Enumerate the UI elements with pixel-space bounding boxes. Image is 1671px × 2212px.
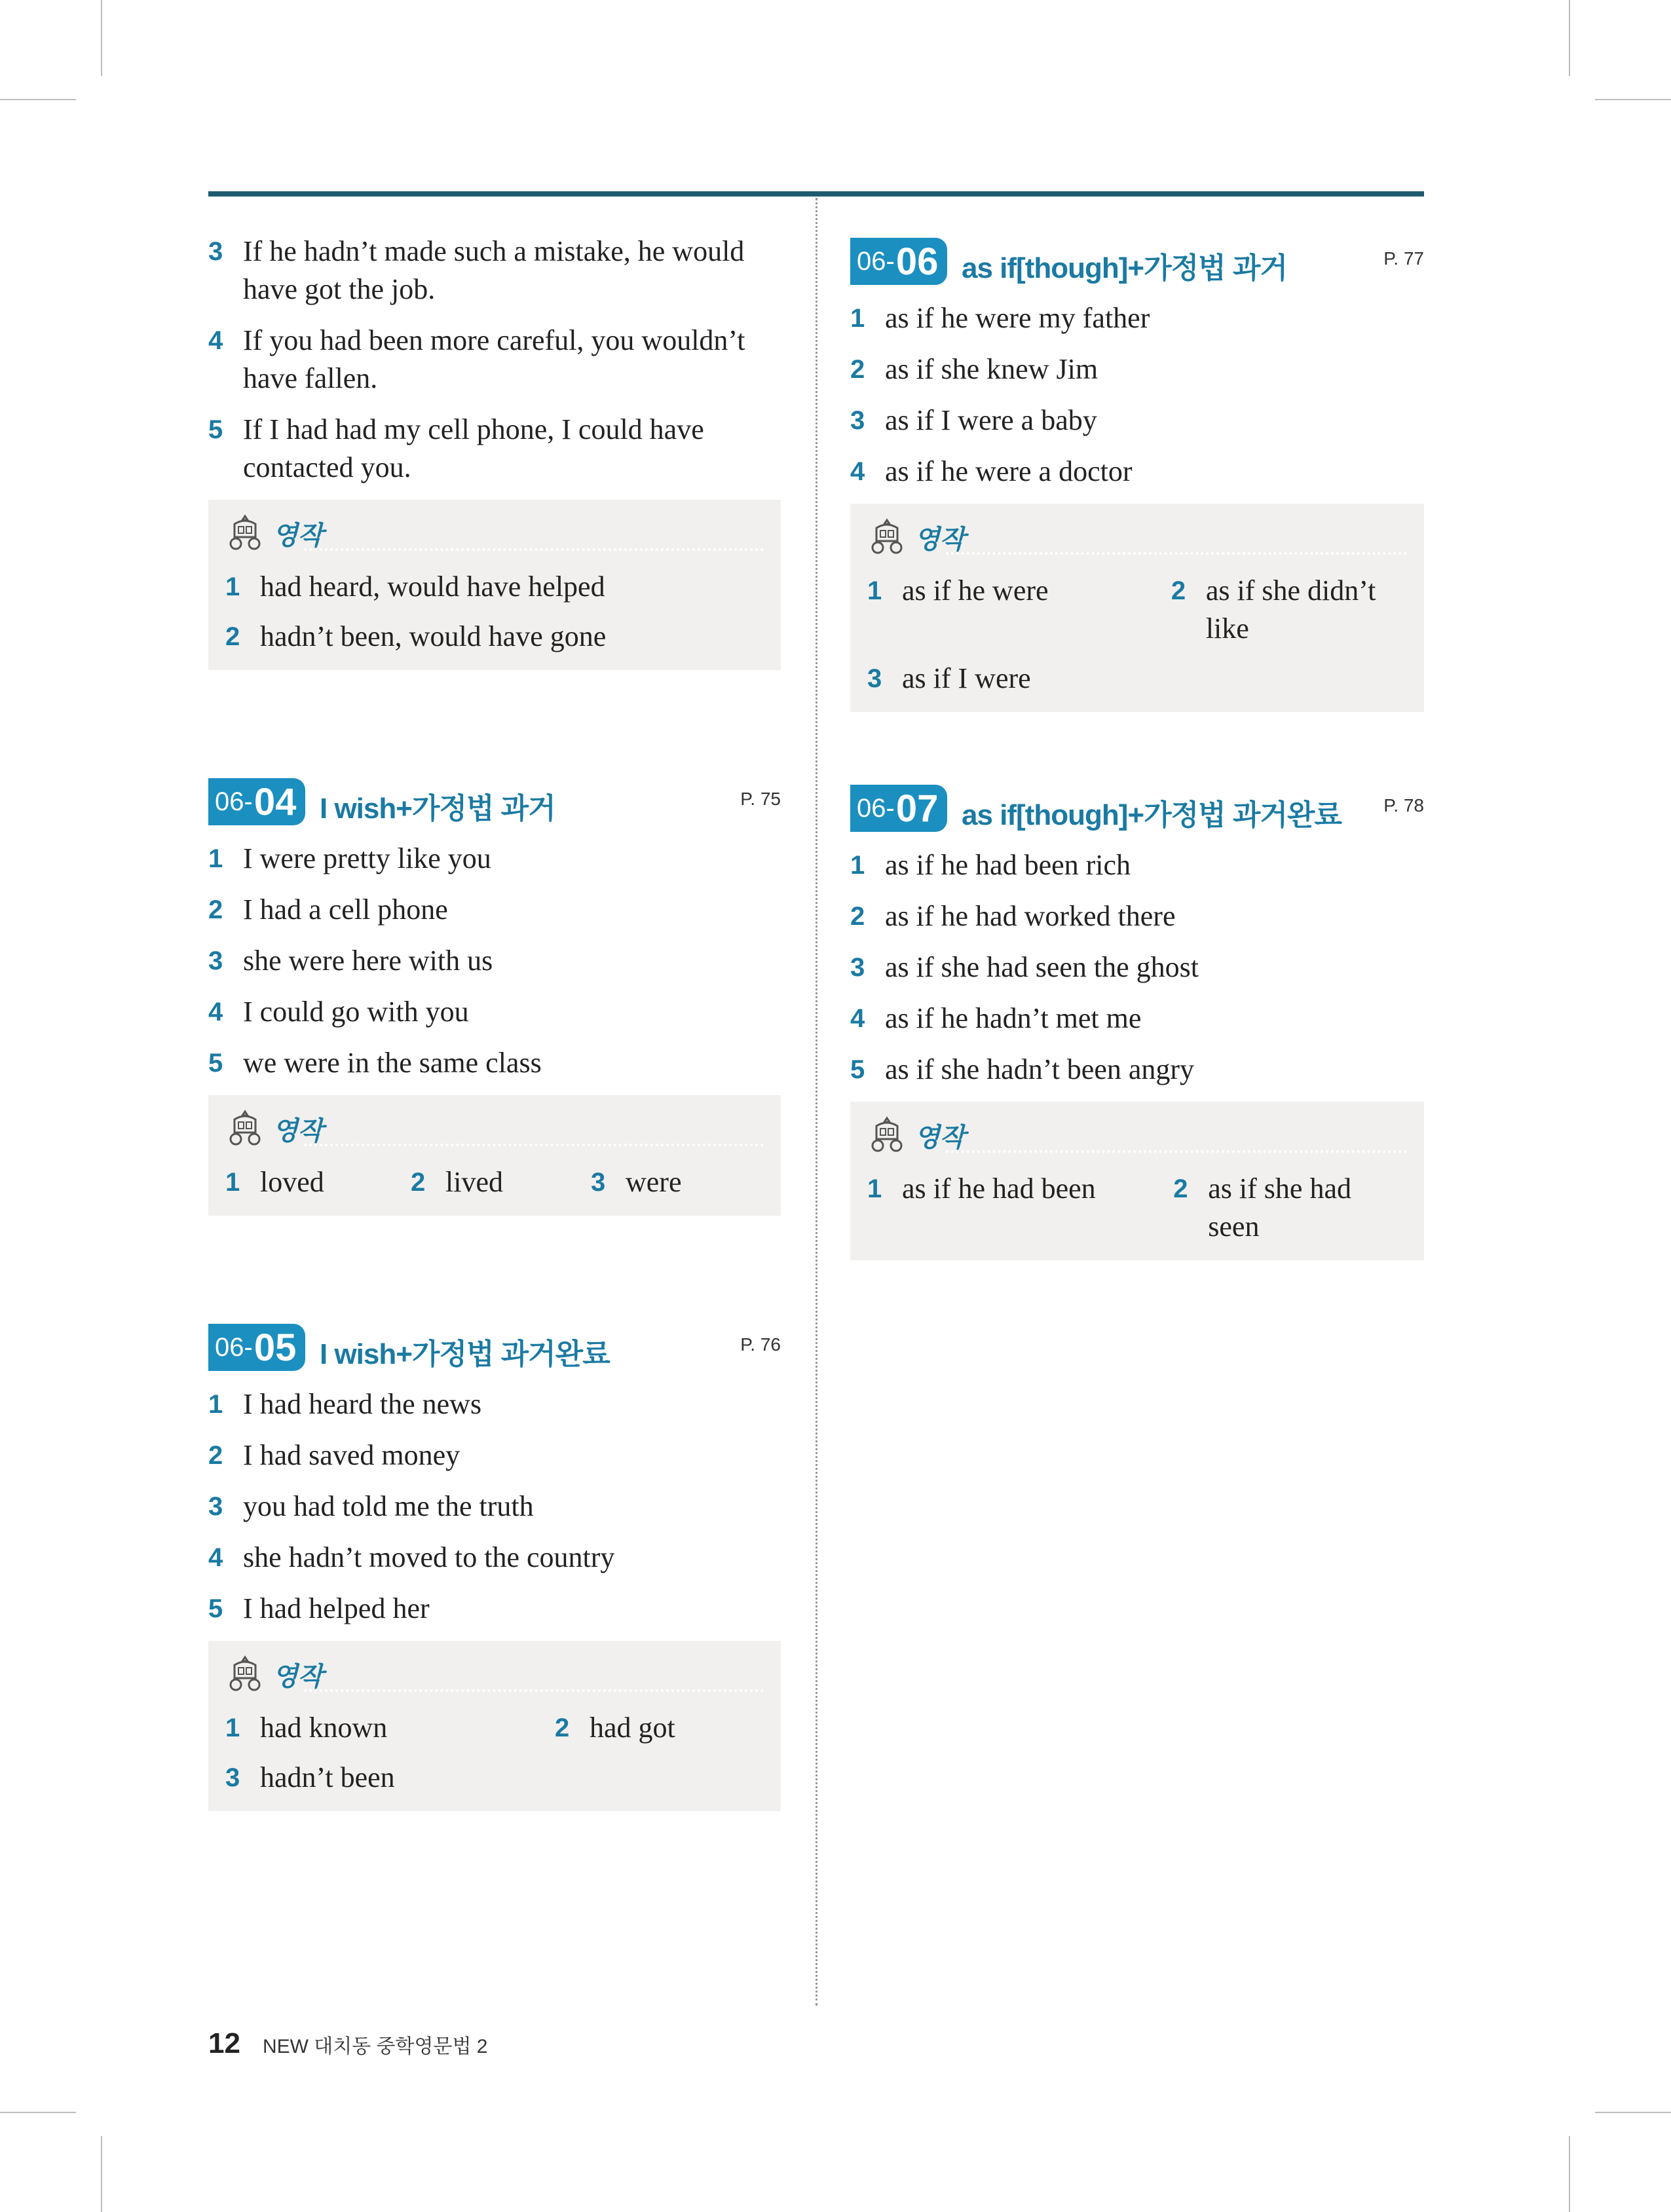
section-title: as if[though]+가정법 과거완료 [962, 799, 1342, 831]
answer-item [850, 1051, 1424, 1089]
item-text: If I had had my cell phone, I could have contacted you. [243, 413, 704, 483]
writing-cell [225, 1163, 411, 1201]
item-text: as if he were a doctor [885, 455, 1133, 487]
cell-text: as if she had seen [1208, 1172, 1351, 1243]
writing-box-header [225, 510, 764, 556]
writing-box-header [225, 1651, 764, 1697]
answer-list [850, 299, 1424, 491]
writing-box-header [867, 1112, 1407, 1158]
answer-list [850, 846, 1424, 1089]
item-number: 1 [850, 304, 865, 333]
item-number: 3 [208, 1492, 223, 1521]
section-header [208, 773, 781, 824]
item-number: 5 [208, 1049, 223, 1078]
item-number: 1 [850, 851, 865, 880]
answer-item [850, 1000, 1424, 1038]
page-reference: P. 78 [1383, 795, 1424, 815]
answer-item [208, 1539, 781, 1577]
item-number: 2 [208, 1441, 223, 1470]
section-title: as if[though]+가정법 과거 [962, 252, 1287, 284]
writing-row [225, 1709, 764, 1747]
cell-text: hadn’t been, would have gone [260, 620, 607, 652]
answer-item [850, 846, 1424, 884]
continued-section [208, 233, 781, 670]
section-header [850, 779, 1424, 831]
item-number: 4 [208, 1543, 223, 1572]
carriage-icon [225, 514, 265, 553]
answer-item [850, 402, 1424, 440]
cell-text: hadn’t been [260, 1761, 395, 1793]
section-header [208, 1319, 781, 1370]
writing-cell [867, 660, 1031, 698]
item-number: 1 [867, 576, 882, 605]
writing-cell [225, 618, 606, 656]
item-text: she hadn’t moved to the country [243, 1541, 615, 1573]
writing-row [225, 568, 764, 606]
item-number: 5 [208, 1594, 223, 1623]
badge-number: 06 [895, 240, 939, 283]
page-number: 12 [208, 2027, 240, 2059]
cell-text: as if I were [902, 662, 1031, 694]
page-reference: P. 75 [740, 789, 781, 809]
answer-item [208, 1385, 781, 1423]
answer-item [208, 1488, 781, 1526]
badge-dash: - [244, 787, 253, 816]
item-number: 2 [1171, 576, 1186, 605]
item-text: as if he had been rich [885, 849, 1131, 881]
cell-text: lived [445, 1166, 503, 1198]
writing-cell [867, 572, 1171, 648]
item-text: I had a cell phone [243, 893, 448, 926]
cell-text: loved [260, 1166, 324, 1198]
answer-item [850, 299, 1424, 337]
answer-item [850, 948, 1424, 986]
item-number: 2 [225, 622, 240, 651]
item-text: as if she hadn’t been angry [885, 1053, 1195, 1085]
answer-item [208, 1436, 781, 1474]
writing-box [850, 1102, 1424, 1260]
answer-list [208, 840, 781, 1082]
item-text: I could go with you [243, 996, 469, 1028]
cell-text: had got [590, 1712, 675, 1744]
item-number: 1 [208, 1390, 223, 1419]
cell-text: had heard, would have helped [260, 571, 605, 603]
badge-prefix: 06 [857, 246, 886, 276]
book-title: NEW 대치동 중학영문법 2 [262, 2036, 488, 2057]
section-badge [850, 238, 947, 285]
item-text: she were here with us [243, 945, 493, 977]
item-number: 5 [850, 1055, 865, 1084]
item-number: 3 [208, 947, 223, 975]
cell-text: as if he had been [902, 1172, 1096, 1205]
column-divider [816, 198, 817, 2006]
item-number: 1 [867, 1174, 882, 1203]
answer-item [208, 1044, 781, 1082]
writing-row [225, 1163, 764, 1201]
item-text: as if he hadn’t met me [885, 1002, 1142, 1034]
item-number: 2 [208, 895, 223, 924]
item-number: 3 [208, 237, 223, 266]
section-badge [850, 785, 947, 832]
writing-box [208, 1641, 781, 1811]
section-badge [208, 778, 305, 825]
badge-dash: - [886, 793, 895, 823]
writing-cell [1173, 1170, 1407, 1246]
carriage-icon [867, 1115, 907, 1155]
badge-prefix: 06 [215, 787, 244, 816]
badge-dash: - [886, 246, 895, 276]
writing-cell [225, 1759, 395, 1797]
writing-box-header [867, 514, 1407, 560]
page-footer [208, 2027, 487, 2060]
page-reference: P. 77 [1383, 248, 1424, 269]
answer-item [208, 993, 781, 1031]
answer-item [208, 322, 781, 398]
item-number: 1 [225, 572, 240, 601]
writing-cell [591, 1163, 682, 1201]
item-number: 4 [208, 326, 223, 355]
item-text: If you had been more careful, you wouldn’t have fallen. [243, 324, 745, 394]
writing-cell [555, 1709, 675, 1747]
top-rule [208, 191, 1424, 197]
section-title: I wish+가정법 과거 [320, 793, 555, 825]
writing-box-header [225, 1106, 764, 1152]
item-number: 5 [208, 415, 223, 444]
section-06-06 [850, 233, 1424, 712]
writing-row [867, 1170, 1407, 1246]
item-number: 4 [208, 998, 223, 1026]
item-number: 3 [225, 1763, 240, 1792]
writing-box [850, 504, 1424, 712]
item-number: 4 [850, 457, 865, 486]
answer-list [208, 1385, 781, 1628]
answer-item [208, 840, 781, 878]
crop-mark [101, 0, 102, 76]
writing-cell [225, 568, 605, 606]
answer-item [208, 942, 781, 980]
item-number: 2 [555, 1714, 570, 1742]
item-text: you had told me the truth [243, 1490, 534, 1522]
writing-box [208, 1095, 781, 1216]
section-06-05 [208, 1319, 781, 1811]
item-number: 3 [591, 1168, 606, 1197]
cell-text: were [626, 1166, 682, 1198]
section-title: I wish+가정법 과거완료 [320, 1338, 610, 1370]
answer-item [208, 411, 781, 487]
writing-cell [225, 1709, 555, 1747]
item-text: as if she knew Jim [885, 353, 1098, 385]
section-06-04 [208, 773, 781, 1216]
carriage-icon [867, 517, 907, 557]
item-number: 1 [225, 1714, 240, 1742]
answer-item [208, 1590, 781, 1628]
item-number: 4 [850, 1004, 865, 1033]
crop-mark [101, 2136, 102, 2212]
cell-text: as if he were [902, 574, 1049, 607]
cell-text: as if she didn’t like [1205, 574, 1376, 645]
badge-number: 07 [895, 787, 939, 830]
writing-box-label: 영작 [272, 1661, 324, 1692]
section-badge [208, 1324, 305, 1371]
answer-item [850, 897, 1424, 935]
writing-box-label: 영작 [272, 1115, 324, 1146]
section-06-07 [850, 779, 1424, 1260]
item-text: as if she had seen the ghost [885, 951, 1199, 983]
item-number: 3 [850, 953, 865, 982]
item-number: 1 [225, 1168, 240, 1197]
item-text: I were pretty like you [243, 842, 491, 874]
item-number: 2 [411, 1168, 426, 1197]
item-text: we were in the same class [243, 1047, 542, 1079]
cell-text: had known [260, 1712, 388, 1744]
page-reference: P. 76 [740, 1334, 781, 1355]
item-number: 1 [208, 844, 223, 873]
badge-number: 05 [253, 1326, 297, 1369]
writing-row [867, 660, 1407, 698]
item-number: 2 [850, 355, 865, 384]
carriage-icon [225, 1655, 265, 1694]
writing-box-label: 영작 [914, 1122, 966, 1153]
badge-number: 04 [253, 780, 297, 823]
item-text: as if he had worked there [885, 900, 1176, 932]
item-text: If he hadn’t made such a mistake, he would have got the job. [243, 235, 745, 305]
crop-mark [1595, 99, 1671, 100]
writing-cell [411, 1163, 591, 1201]
crop-mark [1595, 2112, 1671, 2113]
item-number: 3 [850, 406, 865, 435]
answer-item [850, 453, 1424, 491]
section-header [850, 233, 1424, 284]
writing-box-label: 영작 [272, 520, 324, 551]
item-number: 2 [850, 902, 865, 931]
answer-item [208, 891, 781, 929]
item-text: I had helped her [243, 1592, 430, 1624]
item-number: 2 [1173, 1174, 1188, 1203]
writing-box-label: 영작 [914, 524, 966, 555]
item-number: 3 [867, 664, 882, 693]
carriage-icon [225, 1109, 265, 1148]
item-text: I had saved money [243, 1439, 460, 1471]
crop-mark [1569, 0, 1570, 76]
crop-mark [0, 2112, 76, 2113]
writing-cell [867, 1170, 1173, 1246]
crop-mark [1569, 2136, 1570, 2212]
writing-row [225, 618, 764, 656]
item-text: as if I were a baby [885, 404, 1097, 436]
badge-dash: - [244, 1332, 253, 1362]
answer-item [208, 233, 781, 309]
answer-list [208, 233, 781, 487]
answer-item [850, 350, 1424, 388]
badge-prefix: 06 [215, 1332, 244, 1362]
writing-box [208, 500, 781, 670]
crop-mark [0, 99, 76, 100]
writing-row [225, 1759, 764, 1797]
writing-cell [1171, 572, 1407, 648]
badge-prefix: 06 [857, 793, 886, 823]
item-text: I had heard the news [243, 1388, 482, 1420]
writing-row [867, 572, 1407, 648]
item-text: as if he were my father [885, 302, 1150, 334]
